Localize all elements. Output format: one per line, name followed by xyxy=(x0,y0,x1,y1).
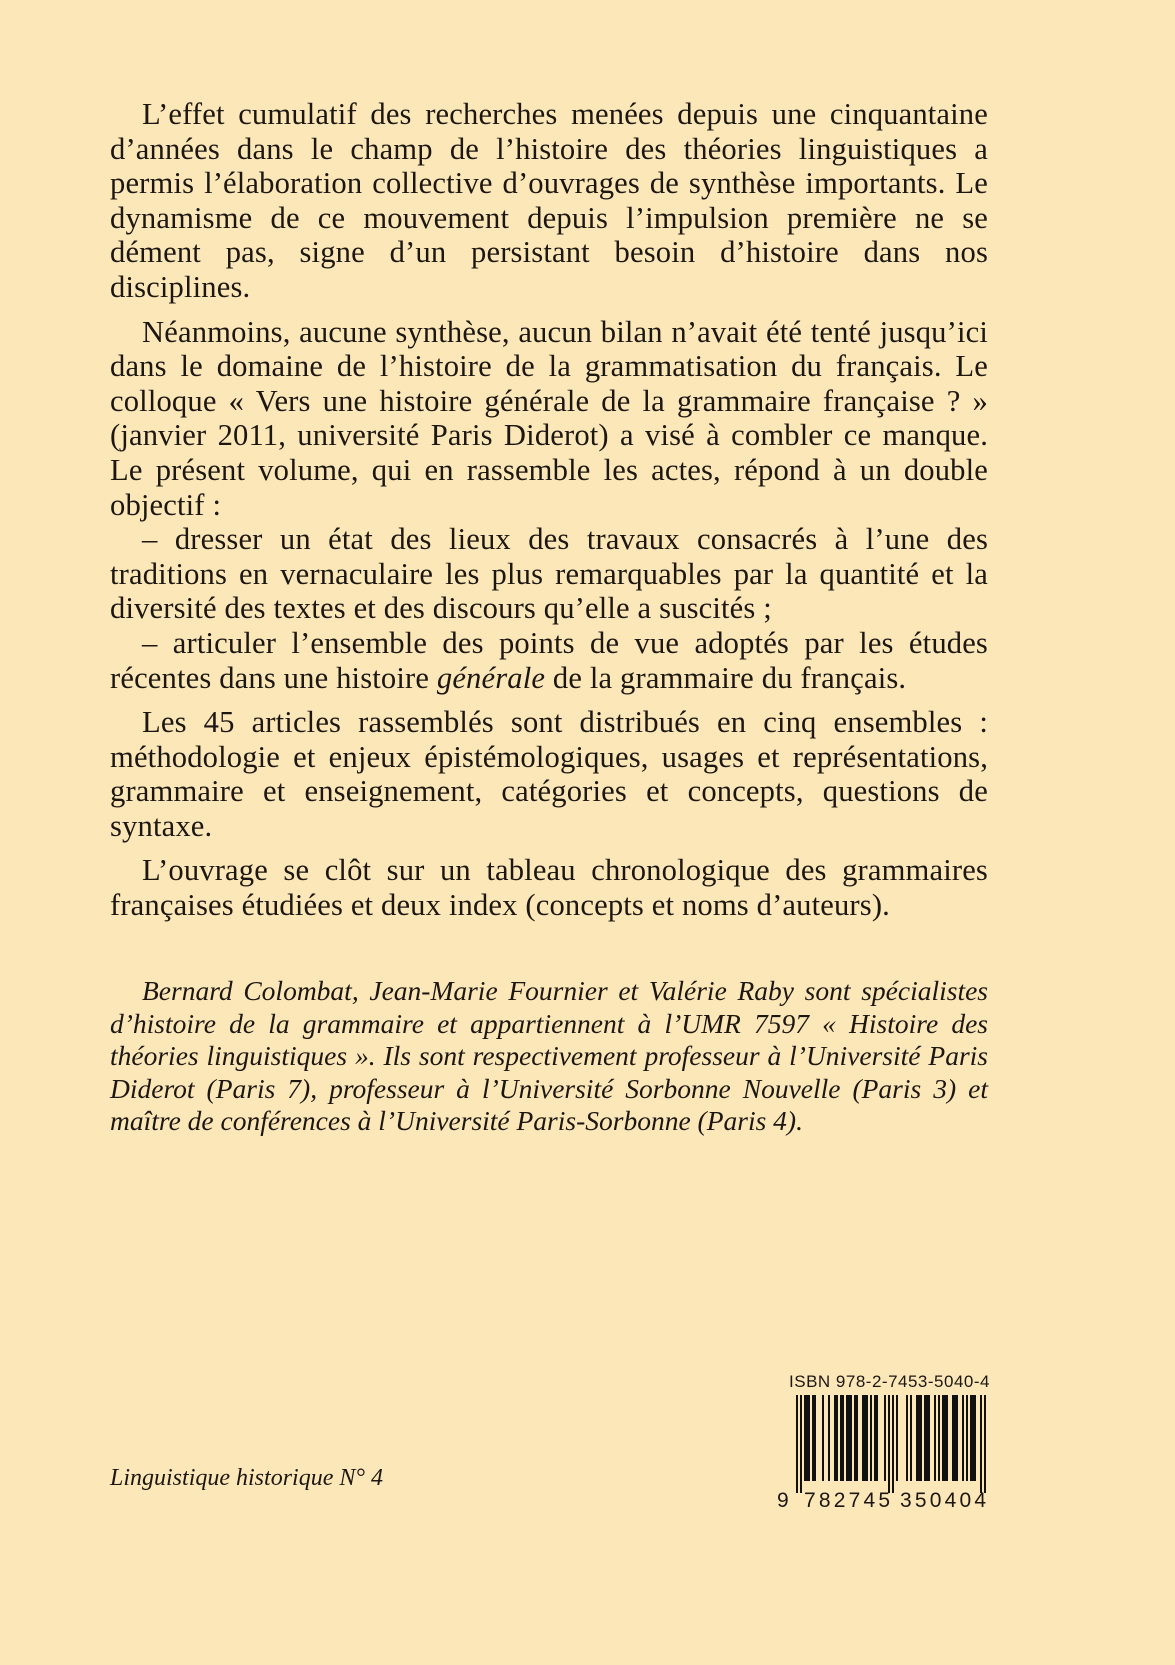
barcode-bar xyxy=(856,1395,858,1481)
paragraph-conclusion: L’ouvrage se clôt sur un tableau chronologique des grammaires françaises étudiées et deux index (concepts et noms d’auteurs). xyxy=(110,853,988,923)
barcode-bar xyxy=(840,1395,842,1481)
barcode-bar xyxy=(974,1395,976,1481)
barcode-bar xyxy=(892,1395,894,1493)
barcode-bar xyxy=(884,1395,886,1481)
barcode-bar xyxy=(804,1395,806,1481)
paragraph-articles: Les 45 articles rassemblés sont distribués en cinq ensembles : méthodologie et enjeux épistémologiques, usages et représentations, grammaire et enseignement, catégories et concepts, questions de syntaxe. xyxy=(110,705,988,843)
barcode-bar xyxy=(906,1395,908,1481)
barcode-bar xyxy=(916,1395,918,1481)
barcode-digits-right: 350404 xyxy=(900,1489,990,1512)
series-name: Linguistique historique N° 4 xyxy=(110,1465,383,1491)
objective-item-2-start: – articuler l’ensemble des points de vue adoptés par les études récentes dans une histoire xyxy=(110,625,988,695)
barcode-bar xyxy=(822,1395,824,1481)
authors-bio-text: Bernard Colombat, Jean-Marie Fournier et Valérie Raby sont spécialistes d’histoire de la grammaire et appartiennent à l’UMR 7597 « Histoire des théories linguistiques ». Ils sont respectivement professeur à l’Université Paris Diderot (Paris 7), professeur à l’Université Sorbonne Nouvelle (Paris 3) et maître de conférences à l’Université Paris-Sorbonne (Paris 4). xyxy=(110,975,988,1136)
barcode-bar xyxy=(834,1395,836,1481)
barcode-bar xyxy=(842,1395,844,1481)
barcode-bar xyxy=(938,1395,940,1481)
barcode-bar xyxy=(984,1395,986,1493)
barcode-bar xyxy=(972,1395,974,1481)
barcode-bar xyxy=(942,1395,944,1481)
barcode-bar xyxy=(864,1395,866,1481)
barcode-bar xyxy=(854,1395,856,1481)
barcode-bar xyxy=(814,1395,816,1481)
paragraph-colloque: Néanmoins, aucune synthèse, aucun bilan n’avait été tenté jusqu’ici dans le domaine de l’histoire de la grammatisation du français. Le colloque « Vers une histoire générale de la grammaire française ? » (janvier 2011, université Paris Diderot) a visé à combler ce manque. Le présent volume, qui en rassemble les actes, répond à un double objectif : xyxy=(110,314,988,522)
barcode-bar xyxy=(876,1395,878,1481)
barcode-bar xyxy=(870,1395,872,1481)
barcode-bar xyxy=(910,1395,912,1481)
barcode-bar xyxy=(808,1395,810,1481)
barcode-bar xyxy=(946,1395,948,1481)
barcode-bar xyxy=(896,1395,898,1481)
barcode-bar xyxy=(970,1395,972,1481)
barcode-bar xyxy=(848,1395,850,1481)
paragraph-intro: L’effet cumulatif des recherches menées depuis une cinquantaine d’années dans le champ de l’histoire des théories linguistiques a permis l’élaboration collective d’ouvrages de synthèse importants. Le dynamisme de ce mouvement depuis l’impulsion première ne se dément pas, signe d’un persistant besoin d’histoire dans nos disciplines. xyxy=(110,97,988,304)
objective-item-1: – dresser un état des lieux des travaux consacrés à l’une des traditions en vernaculaire les plus remarquables par la quantité et la diversité des textes et des discours qu’elle a suscités ; xyxy=(110,522,988,626)
barcode-digit-first: 9 xyxy=(777,1489,789,1512)
barcode-bar xyxy=(850,1395,852,1481)
barcode-bar xyxy=(980,1395,982,1493)
barcode-bar xyxy=(924,1395,926,1481)
barcode-bar xyxy=(888,1395,890,1493)
barcode-bar xyxy=(928,1395,930,1481)
barcode-bar xyxy=(828,1395,830,1481)
barcode-bar xyxy=(862,1395,864,1481)
barcode-bar xyxy=(966,1395,968,1481)
barcode-digits xyxy=(772,1489,994,1515)
barcode-bar xyxy=(836,1395,838,1481)
isbn-block xyxy=(772,1372,994,1515)
barcode-bar xyxy=(846,1395,848,1481)
objective-item-2-emphasis: générale xyxy=(436,660,546,695)
barcode-bar xyxy=(796,1395,798,1493)
barcode-bar xyxy=(952,1395,954,1481)
barcode-bar xyxy=(806,1395,808,1481)
barcode-bar xyxy=(866,1395,868,1481)
barcode-bar xyxy=(874,1395,876,1481)
barcode-bar xyxy=(956,1395,958,1481)
isbn-label: ISBN 978-2-7453-5040-4 xyxy=(789,1372,990,1391)
barcode-bar xyxy=(954,1395,956,1481)
barcode-digits-left: 782745 xyxy=(804,1489,894,1512)
barcode-bar xyxy=(800,1395,802,1493)
authors-bio xyxy=(110,975,988,1138)
barcode-bar xyxy=(962,1395,964,1481)
barcode-bar xyxy=(926,1395,928,1481)
objective-item-2-end: de la grammaire du français. xyxy=(545,660,907,695)
barcode-bar xyxy=(934,1395,936,1481)
barcode-bar xyxy=(944,1395,946,1481)
barcode-bar xyxy=(920,1395,922,1481)
objective-item-2 xyxy=(110,626,988,695)
barcode-bar xyxy=(918,1395,920,1481)
barcode-bar xyxy=(812,1395,814,1481)
summary-text xyxy=(110,97,988,933)
barcode-icon xyxy=(772,1395,994,1493)
